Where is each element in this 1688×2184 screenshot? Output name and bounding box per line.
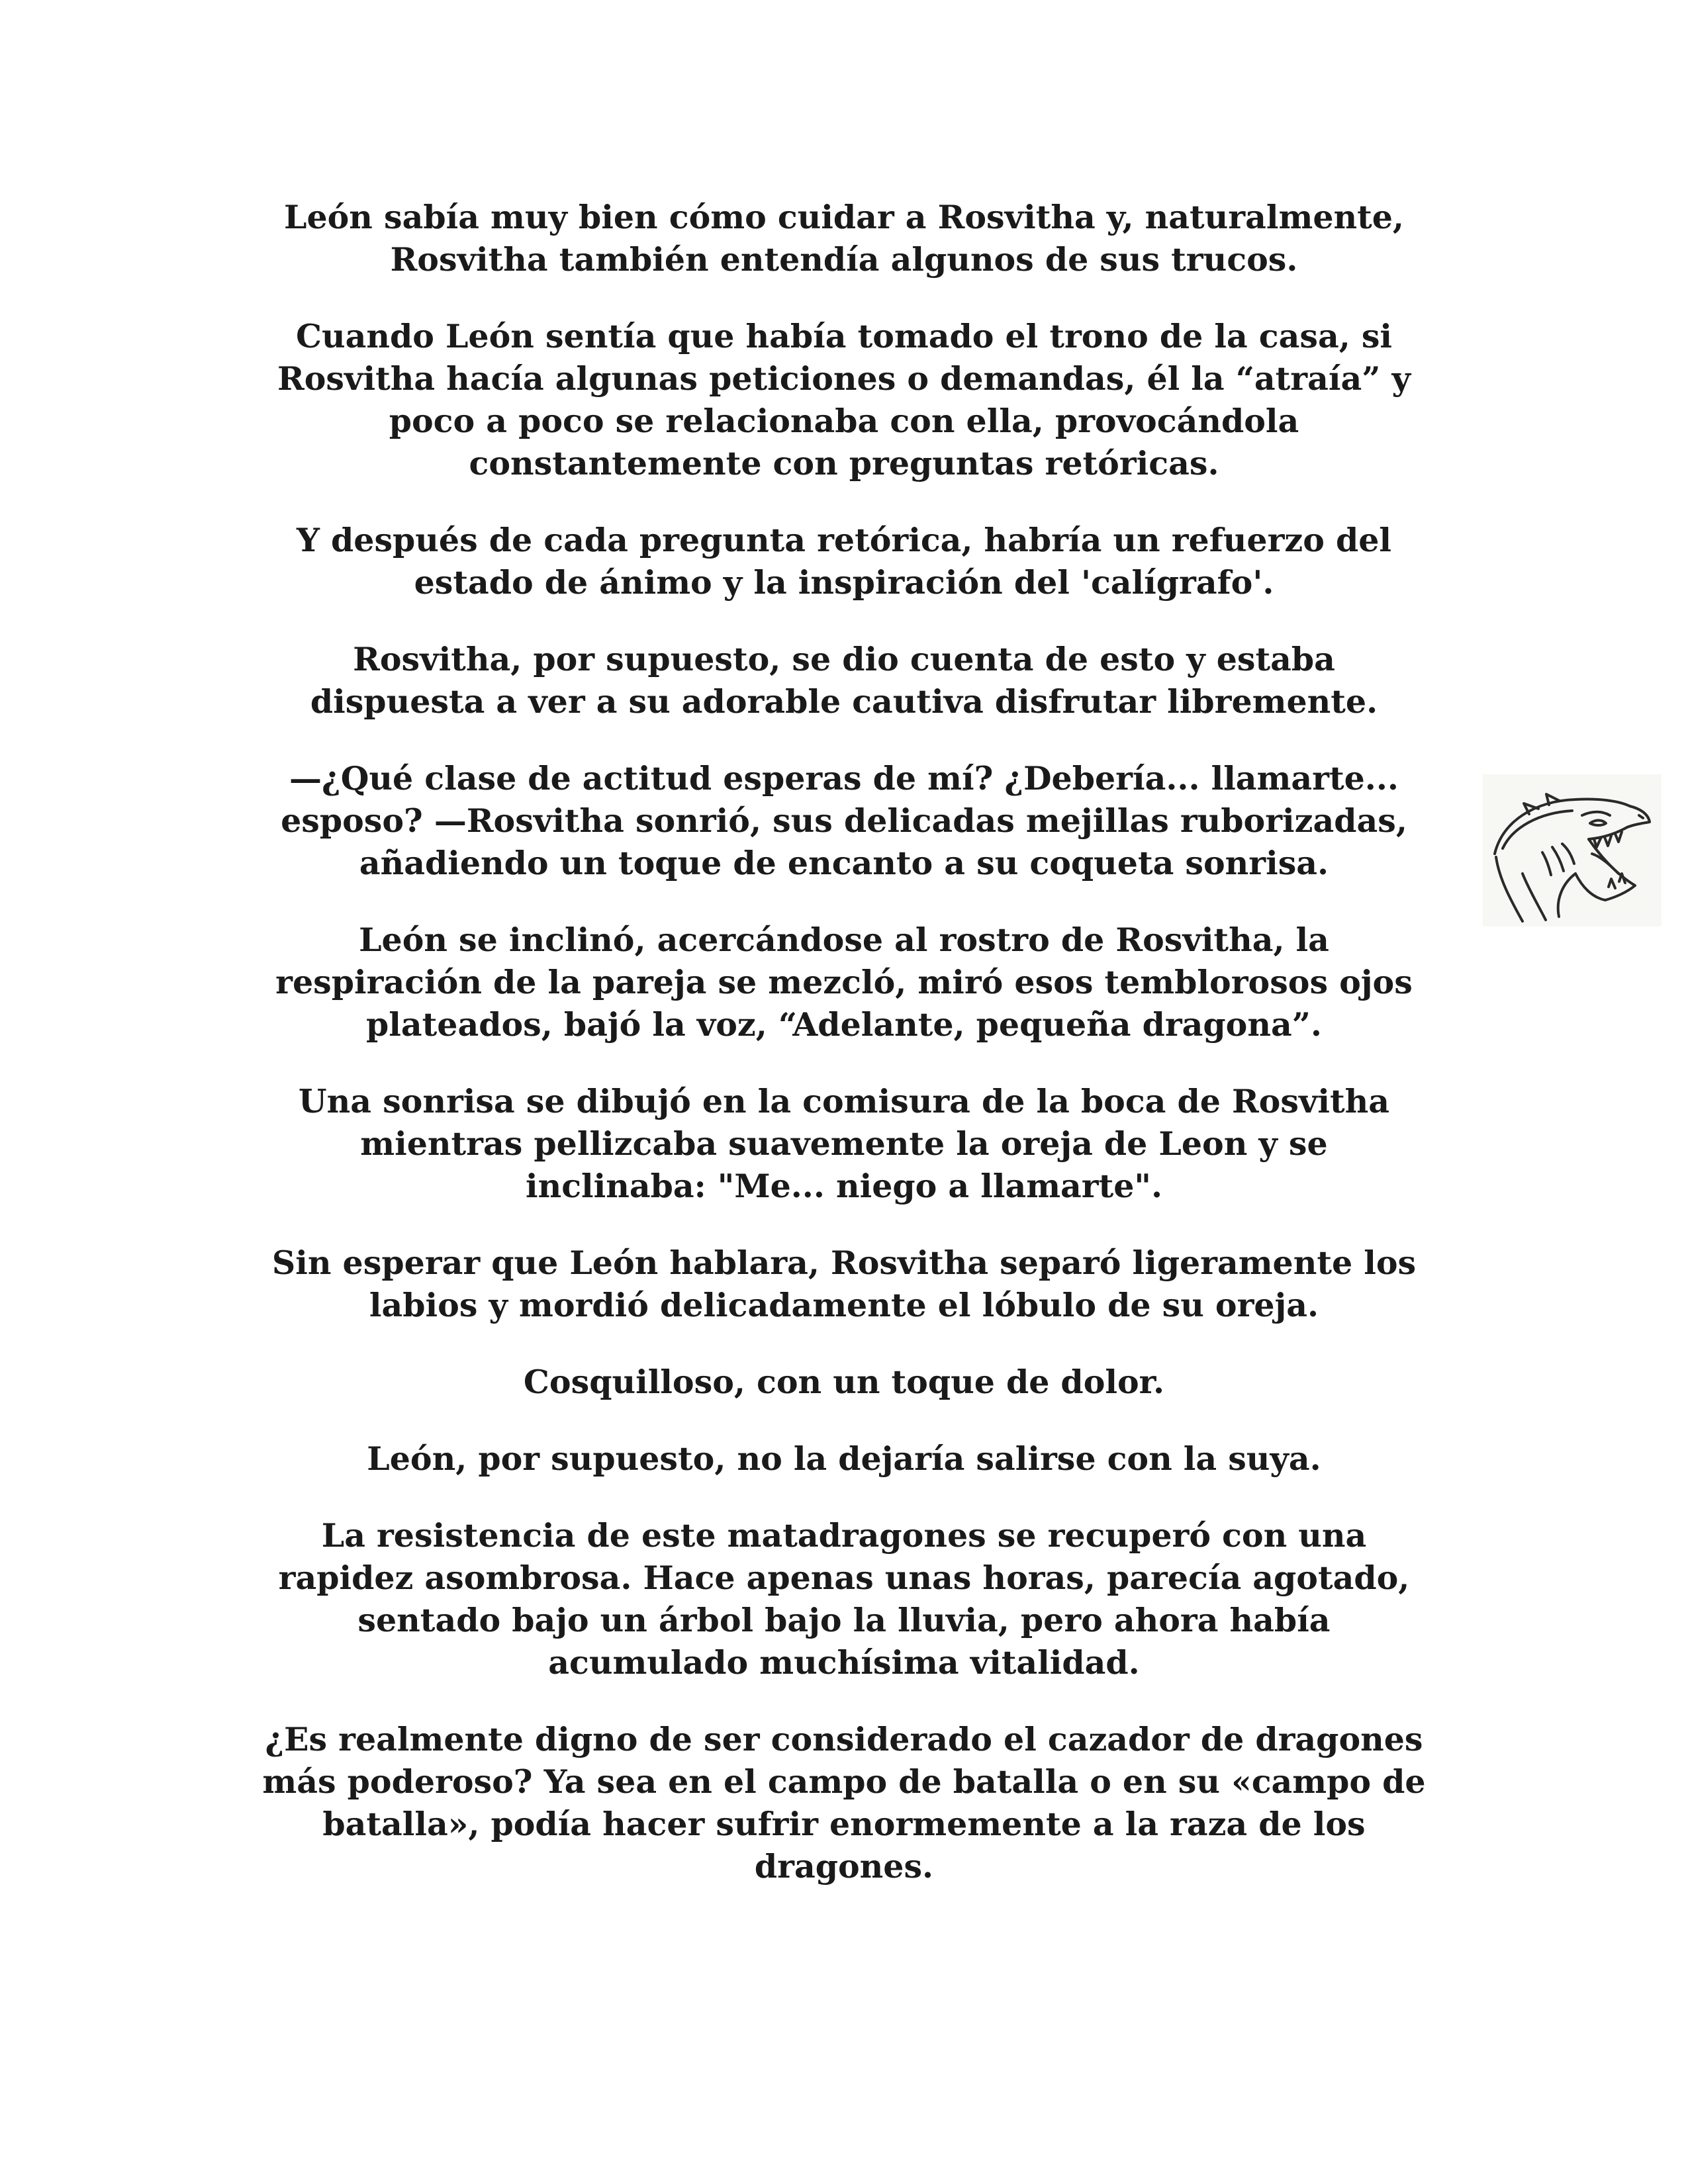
text-line: León, por supuesto, no la dejaría salirse con la suya. xyxy=(367,1439,1321,1478)
text-line: añadiendo un toque de encanto a su coqueta sonrisa. xyxy=(359,844,1329,882)
text-line: sentado bajo un árbol bajo la lluvia, pero ahora había xyxy=(357,1601,1331,1639)
text-line: Rosvitha hacía algunas peticiones o demandas, él la “atraía” y xyxy=(277,359,1411,398)
paragraph xyxy=(218,919,1470,1046)
text-line: esposo? —Rosvitha sonrió, sus delicadas mejillas ruborizadas, xyxy=(281,801,1407,840)
paragraph xyxy=(218,519,1470,604)
text-line: Y después de cada pregunta retórica, habría un refuerzo del xyxy=(296,521,1392,559)
text-line: Sin esperar que León hablara, Rosvitha separó ligeramente los xyxy=(271,1244,1417,1282)
text-line: más poderoso? Ya sea en el campo de batalla o en su «campo de xyxy=(262,1762,1426,1801)
text-line: batalla», podía hacer sufrir enormemente a la raza de los xyxy=(322,1805,1366,1843)
text-line: ¿Es realmente digno de ser considerado el cazador de dragones xyxy=(265,1720,1423,1758)
text-line: Rosvitha también entendía algunos de sus trucos. xyxy=(390,240,1298,279)
text-line: inclinaba: "Me... niego a llamarte". xyxy=(525,1167,1163,1205)
text-line: La resistencia de este matadragones se recuperó con una xyxy=(321,1516,1367,1555)
paragraph xyxy=(218,315,1470,484)
body-text xyxy=(218,196,1470,1922)
paragraph xyxy=(218,1437,1470,1480)
text-line: respiración de la pareja se mezcló, miró esos temblorosos ojos xyxy=(275,963,1413,1001)
paragraph xyxy=(218,1080,1470,1207)
paragraph xyxy=(218,638,1470,723)
paragraph xyxy=(218,1514,1470,1684)
paragraph xyxy=(218,1361,1470,1403)
text-line: Una sonrisa se dibujó en la comisura de la boca de Rosvitha xyxy=(298,1082,1390,1120)
text-line: acumulado muchísima vitalidad. xyxy=(548,1643,1140,1682)
text-line: León sabía muy bien cómo cuidar a Rosvitha y, naturalmente, xyxy=(283,198,1404,236)
text-line: —¿Qué clase de actitud esperas de mí? ¿Debería... llamarte... xyxy=(289,759,1399,797)
paragraph xyxy=(218,1718,1470,1888)
text-line: rapidez asombrosa. Hace apenas unas horas, parecía agotado, xyxy=(278,1559,1410,1597)
text-line: poco a poco se relacionaba con ella, provocándola xyxy=(389,402,1299,440)
text-line: plateados, bajó la voz, “Adelante, pequeña dragona”. xyxy=(366,1005,1322,1044)
dinosaur-head-sketch-icon xyxy=(1483,774,1662,927)
text-line: dispuesta a ver a su adorable cautiva disfrutar libremente. xyxy=(310,682,1378,721)
text-line: estado de ánimo y la inspiración del 'calígrafo'. xyxy=(414,563,1274,602)
text-line: León se inclinó, acercándose al rostro de Rosvitha, la xyxy=(359,921,1329,959)
text-line: dragones. xyxy=(754,1847,934,1886)
text-line: constantemente con preguntas retóricas. xyxy=(469,444,1219,482)
text-line: labios y mordió delicadamente el lóbulo de su oreja. xyxy=(369,1286,1319,1324)
text-line: Rosvitha, por supuesto, se dio cuenta de esto y estaba xyxy=(353,640,1335,678)
paragraph xyxy=(218,757,1470,884)
text-line: Cosquilloso, con un toque de dolor. xyxy=(523,1363,1165,1401)
paragraph xyxy=(218,1242,1470,1326)
text-line: Cuando León sentía que había tomado el trono de la casa, si xyxy=(295,317,1393,355)
paragraph xyxy=(218,196,1470,281)
text-line: mientras pellizcaba suavemente la oreja de Leon y se xyxy=(360,1124,1328,1163)
